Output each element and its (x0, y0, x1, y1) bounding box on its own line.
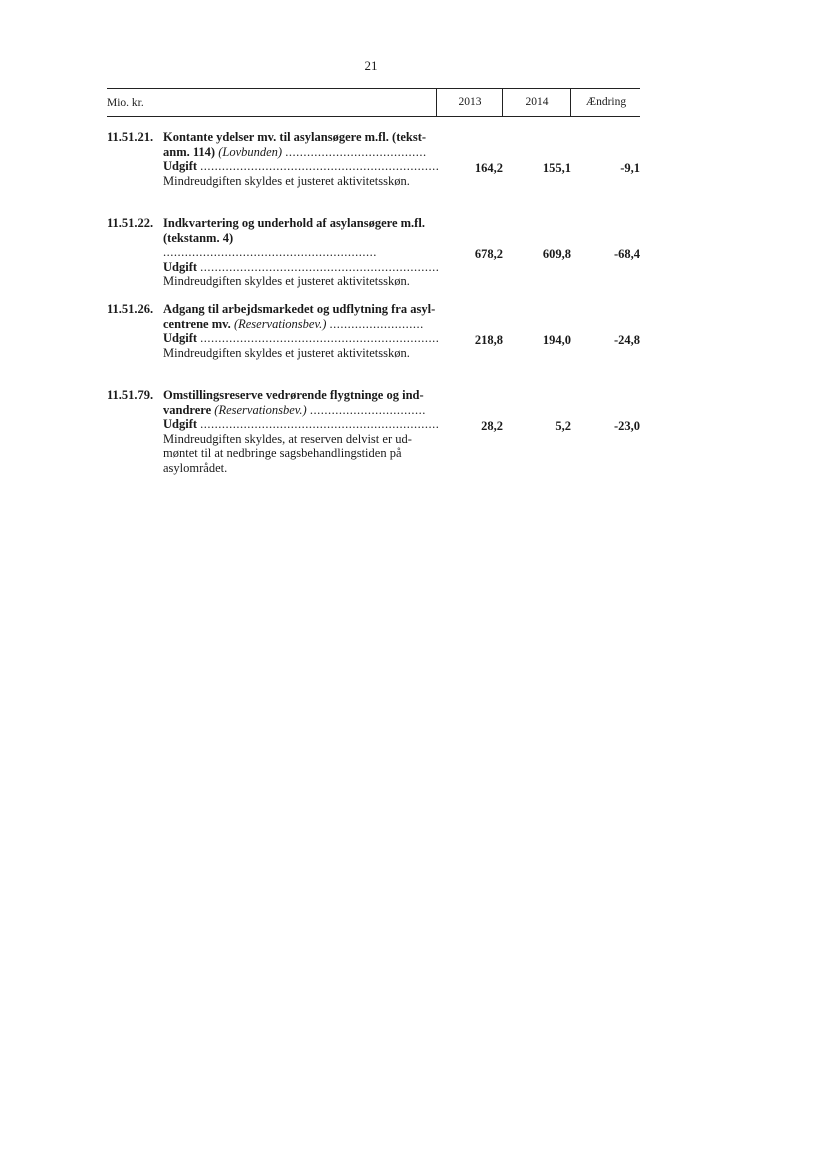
value-2014: 5,2 (555, 419, 571, 433)
value-change: -23,0 (613, 419, 640, 433)
item-note: møntet til at nedbringe sagsbehandlingstiden på (163, 446, 402, 460)
value-2013: 678,2 (474, 247, 503, 261)
value-2013: 28,2 (481, 419, 503, 433)
item-title: Omstillingsreserve vedrørende flygtninge og ind- (163, 388, 424, 402)
item-note: Mindreudgiften skyldes, at reserven delvist er ud- (163, 431, 412, 446)
unit-label: Mio. kr. (107, 97, 144, 109)
item-title: vandrere (Reservationsbev.) ................................ (163, 402, 426, 417)
value-change: -24,8 (613, 333, 640, 347)
account-code: 11.51.22. (107, 216, 154, 230)
value-change: -68,4 (613, 247, 640, 261)
value-2014: 194,0 (542, 333, 571, 347)
value-change: -9,1 (620, 161, 640, 175)
item-note: Mindreudgiften skyldes et justeret aktivitetsskøn. (163, 345, 410, 360)
value-2014: 609,8 (542, 247, 571, 261)
item-note: asylområdet. (163, 460, 228, 475)
udgift-line: Udgift .................................................................. (163, 417, 440, 431)
value-2014: 155,1 (542, 161, 571, 175)
account-code: 11.51.79. (107, 388, 154, 402)
item-title: Kontante ydelser mv. til asylansøgere m.fl. (tekst- (163, 130, 427, 144)
udgift-line: Udgift .................................................................. (163, 259, 440, 274)
item-title: (tekstanm. 4) ........................................................... (163, 230, 377, 259)
account-code: 11.51.21. (107, 130, 154, 144)
table-row (107, 130, 640, 190)
value-2013: 218,8 (474, 333, 503, 347)
item-description (163, 388, 443, 475)
item-description (163, 216, 443, 289)
item-note: Mindreudgiften skyldes et justeret aktivitetsskøn. (163, 274, 410, 288)
item-title: Indkvartering og underhold af asylansøgere m.fl. (163, 216, 425, 230)
udgift-line: Udgift .................................................................. (163, 159, 440, 173)
item-note: Mindreudgiften skyldes et justeret aktivitetsskøn. (163, 173, 410, 188)
column-header-2014: 2014 (502, 89, 571, 116)
udgift-line: Udgift .................................................................. (163, 331, 440, 345)
value-2013: 164,2 (474, 161, 503, 175)
item-title: anm. 114) (Lovbunden) ....................................... (163, 144, 427, 159)
table-header (107, 88, 640, 117)
table-row (107, 216, 640, 288)
column-header-change: Ændring (570, 89, 641, 116)
account-code: 11.51.26. (107, 302, 154, 316)
page-number: 21 (364, 58, 378, 73)
table-row (107, 388, 640, 480)
table-row (107, 302, 640, 362)
item-description (163, 302, 443, 360)
item-title: centrene mv. (Reservationsbev.) .......................... (163, 316, 424, 331)
item-description (163, 130, 443, 188)
column-header-2013: 2013 (436, 89, 503, 116)
item-title: Adgang til arbejdsmarkedet og udflytning fra asyl- (163, 302, 436, 316)
